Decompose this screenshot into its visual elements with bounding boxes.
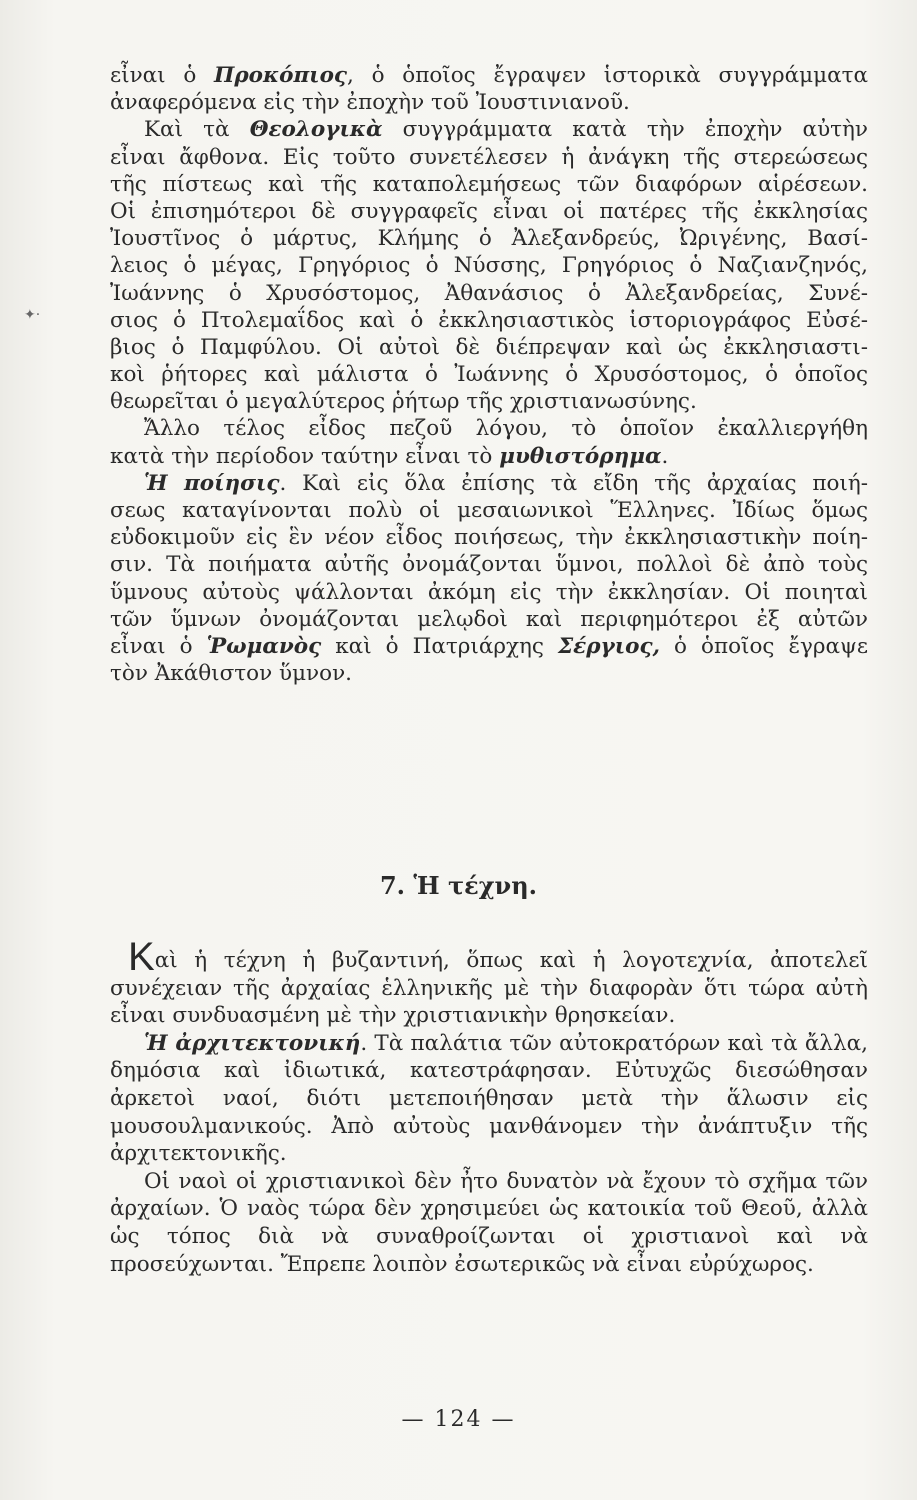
line-segment: θεωρεῖται ὁ μεγαλύτερος ῥήτωρ τῆς χριστιανωσύνης. [110,389,697,415]
line-segment: βιος ὁ Παμφύλου. Οἱ αὐτοὶ δὲ διέπρεψαν καὶ ὡς ἐκκλησιαστι- [110,334,868,360]
section-heading: 7. Ἡ τέχνη. [379,871,537,900]
text-line [110,361,868,388]
text-line [110,225,868,252]
line-segment: Οἱ ἐπισημότεροι δὲ συγγραφεῖς εἶναι οἱ πατέρες τῆς ἐκκλησίας [110,198,868,224]
line-segment: . Καὶ εἰς ὅλα ἐπίσης τὰ εἴδη τῆς ἀρχαίας ποιή- [279,470,868,496]
text-line [110,660,868,687]
line-segment: , ὁ ὁποῖος ἔγραψεν ἱστορικὰ συγγράμματα [347,63,869,88]
paragraph-text: αὶ ἡ τέχνη ἡ βυζαντινή, ὅπως καὶ ἡ λογοτεχνία, ἀποτελεῖ συνέχειαν τῆς ἀρχαίας ἑλληνικῆς μὲ τὴν διαφορὰν ὅτι τώρα αὐτὴ εἶναι συνδυασμένη μὲ τὴν χριστιανικὴν θρησκείαν. [110,948,868,1029]
line-segment: σιος ὁ Πτολεμαΐδος καὶ ὁ ἐκκλησιαστικὸς ἱστοριογράφος Εὐσέ- [110,307,868,333]
section-art-text [110,935,868,1278]
emphasis-term: Σέργιος, [557,633,661,659]
text-line [110,524,868,551]
line-segment: τῶν ὕμνων ὀνομάζονται μελῳδοὶ καὶ περιφημότεροι ἐξ αὐτῶν [110,606,868,632]
line-segment: σεως καταγίνονται πολὺ οἱ μεσαιωνικοὶ Ἕλληνες. Ἰδίως ὅμως [110,498,868,523]
text-line [110,171,868,198]
line-segment: κατὰ τὴν περίοδον ταύτην εἶναι τὸ [110,443,500,469]
text-line [110,252,868,279]
line-segment: κοὶ ῥήτορες καὶ μάλιστα ὁ Ἰωάννης ὁ Χρυσόστομος, ὁ ὁποῖος [110,362,868,388]
emphasis-term: Ἡ ποίησις [144,470,280,496]
line-segment: ὕμνους αὐτοὺς ψάλλονται ἀκόμη εἰς τὴν ἐκκλησίαν. Οἱ ποιηταὶ [110,579,868,605]
line-segment: εἶναι ἄφθονα. Εἰς τοῦτο συνετέλεσεν ἡ ἀνάγκη τῆς στερεώσεως [110,144,868,170]
text-line [110,470,868,497]
text-line [110,307,868,334]
line-segment: εὐδοκιμοῦν εἰς ἓν νέον εἶδος ποιήσεως, τὴν ἐκκλησιαστικὴν ποίη- [110,525,868,551]
text-line [110,579,868,606]
text-line [110,388,868,415]
text-line [110,497,868,524]
paragraph-text: . Τὰ παλάτια τῶν αὐτοκρατόρων καὶ τὰ ἄλλα, δημόσια καὶ ἰδιωτικά, κατεστράφησαν. Εὐτυχῶς διεσώθησαν ἀρκετοὶ ναοί, διότι μετεποιήθησαν μετὰ τὴν ἅλωσιν εἰς μουσουλμανικούς. Ἀπὸ αὐτοὺς μανθάνομεν τὴν ἀνάπτυξιν τῆς ἀρχιτεκτονικῆς. [110,1030,868,1167]
paragraph-art-intro [110,935,868,1030]
text-line [110,89,868,116]
line-segment: καὶ ὁ Πατριάρχης [321,633,558,659]
emphasis-term: μυθιστόρημα [499,443,662,469]
text-line [110,443,868,470]
text-line [110,633,868,660]
line-segment: . [661,443,669,469]
line-segment: τὸν Ἀκάθιστον ὕμνον. [110,661,352,687]
line-segment: σιν. Τὰ ποιήματα αὐτῆς ὀνομάζονται ὕμνοι, πολλοὶ δὲ ἀπὸ τοὺς [110,552,868,578]
emphasis-term: Ῥωμανὸς [206,633,322,659]
text-line [110,606,868,633]
paragraph-churches: Οἱ ναοὶ οἱ χριστιανικοὶ δὲν ἦτο δυνατὸν νὰ ἔχουν τὸ σχῆμα τῶν ἀρχαίων. Ὁ ναὸς τώρα δὲν χρησιμεύει ὡς κατοικία τοῦ Θεοῦ, ἀλλὰ ὡς τόπος διὰ νὰ συναθροίζωνται οἱ χριστιανοὶ καὶ νὰ προσεύχωνται. Ἔπρεπε λοιπὸν ἐσωτερικῶς νὰ εἶναι εὐρύχωρος. [110,1168,868,1277]
line-segment: τῆς πίστεως καὶ τῆς καταπολεμήσεως τῶν διαφόρων αἱρέσεων. [110,171,868,197]
text-line [110,415,868,442]
emphasis-term: Θεολογικὰ [249,117,383,143]
line-segment: Ἰουστῖνος ὁ μάρτυς, Κλήμης ὁ Ἀλεξανδρεύς, Ὠριγένης, Βασί- [110,226,868,252]
line-segment: ὁ ὁποῖος ἔγραψε [660,633,868,659]
line-segment: Ἰωάννης ὁ Χρυσόστομος, Ἀθανάσιος ὁ Ἀλεξανδρείας, Συνέ- [110,280,868,306]
line-segment: εἶναι ὁ [110,63,215,88]
line-segment: λειος ὁ μέγας, Γρηγόριος ὁ Νύσσης, Γρηγόριος ὁ Ναζιανζηνός, [110,253,868,279]
paragraph-architecture [110,1030,868,1168]
text-line [110,62,868,89]
line-segment: συγγράμματα κατὰ τὴν ἐποχὴν αὐτὴν [382,117,868,143]
drop-cap: Κ [128,935,155,979]
line-segment: εἶναι ὁ [110,633,207,659]
text-line [110,551,868,578]
text-line [110,198,868,225]
line-segment: Καὶ τὰ [144,117,250,143]
page-number: — 124 — [401,1407,516,1432]
emphasis-term: Προκόπιος [214,63,348,88]
text-line [110,334,868,361]
text-line [110,116,868,143]
line-segment: ἀναφερόμενα εἰς τὴν ἐποχὴν τοῦ Ἰουστινιανοῦ. [110,90,630,116]
text-line [110,144,868,171]
text-line [110,280,868,307]
section-literature-text [110,62,868,687]
margin-mark: ✦· [24,307,41,323]
line-segment: Ἄλλο τέλος εἶδος πεζοῦ λόγου, τὸ ὁποῖον ἐκαλλιεργήθη [144,416,868,442]
paragraph-lead: Ἡ ἀρχιτεκτονική [144,1030,361,1056]
